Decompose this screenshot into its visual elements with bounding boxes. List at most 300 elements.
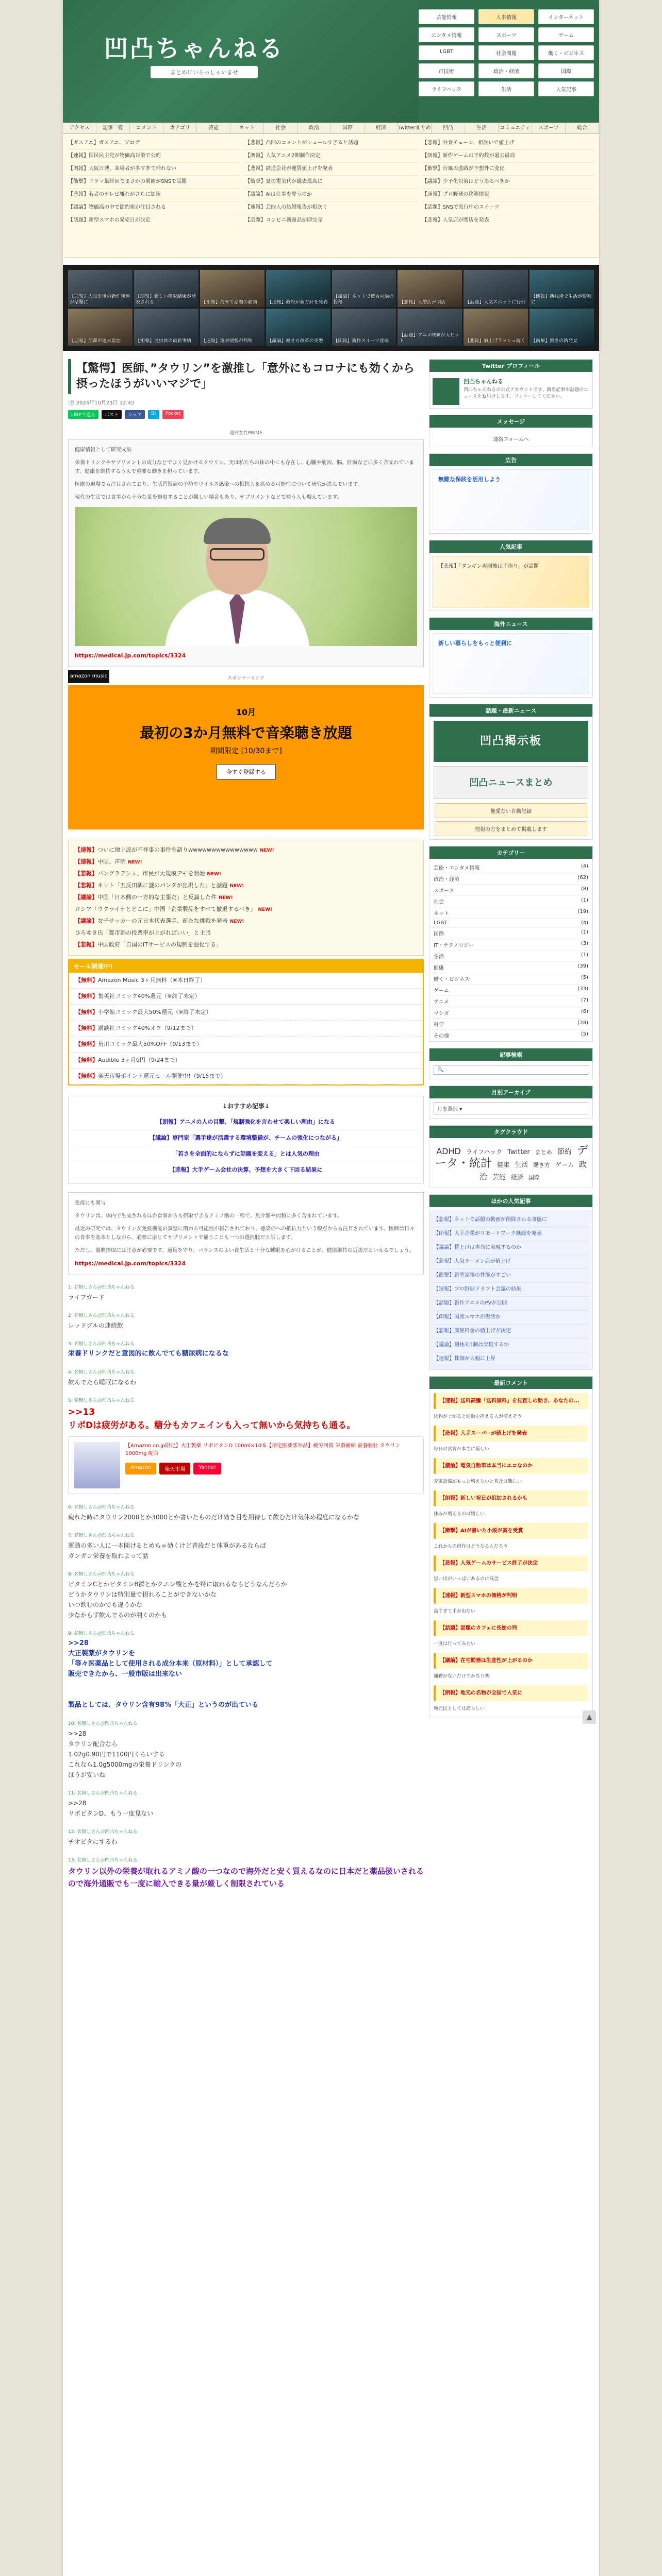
share-line-button[interactable]: LINEで送る (68, 410, 98, 419)
category-count: (4) (581, 920, 588, 926)
comment-item (68, 1828, 424, 1847)
tag-link[interactable]: ゲーム (555, 1161, 574, 1168)
thumbnail-card[interactable] (398, 309, 462, 346)
message-block (429, 415, 593, 447)
sidebar (429, 359, 593, 1899)
top-nav-link[interactable]: 社会 (264, 123, 297, 133)
recommended-link[interactable]: 【悲報】大手ゲーム会社の決算、予想を大きく下回る結果に (74, 1162, 418, 1178)
latest-comment-text: 一度は行ってみたい (434, 1641, 476, 1647)
category-title: カテゴリー (429, 846, 592, 859)
rss-item[interactable]: 【速報】プロ野球ドラフト会議の結果 (434, 1283, 588, 1297)
thumbnail-card[interactable] (200, 309, 264, 346)
thumbnail-caption: 【悲報】渋滞が過去最悪 (70, 338, 121, 344)
header-nav (419, 9, 594, 96)
comment-item (68, 1283, 424, 1302)
news-text: ロシア「ウクライナとどこに」中国「企業製品をすべて撤退するべき」 (75, 906, 256, 912)
sale-item[interactable] (69, 973, 423, 989)
thumbnail-caption: 【衝撃】海外で話題の動画 (201, 300, 257, 305)
category-list (429, 862, 592, 1041)
shop-link-button[interactable]: 楽天市場 (159, 1463, 190, 1475)
site-logo[interactable]: 凹凸ちゃんねる (104, 35, 285, 62)
thumbnail-caption: 【悲報】大型店が閉店 (399, 300, 446, 305)
ad-block-title: 広告 (429, 454, 592, 466)
tag-link[interactable]: 節約 (557, 1148, 572, 1156)
thumbnail-caption: 【朗報】新作スイーツ登場 (333, 338, 389, 344)
thumbnail-card[interactable] (529, 309, 594, 346)
news-list-item[interactable] (75, 916, 417, 927)
latest-comment-title: 【速報】新型スマホの価格が判明 (440, 1593, 517, 1599)
top-link[interactable]: 【話題】SNSで流行中のスイーツ (422, 201, 594, 214)
header-nav-link[interactable]: 生活 (478, 81, 534, 96)
latest-comment-text: 高すぎて手が出ない (434, 1609, 476, 1614)
category-name: LGBT (434, 920, 448, 926)
thumbnail-card[interactable] (68, 270, 133, 307)
news-text: 中国「日本側の一方的な主張だ」と反論した件 (97, 894, 217, 901)
category-link[interactable] (429, 862, 592, 873)
category-count: (8) (581, 886, 588, 892)
sale-tag: 【無料】 (75, 1009, 98, 1015)
rss-item[interactable]: 【朗報】大手企業がリモートワーク継続を発表 (434, 1227, 588, 1241)
top-nav-link[interactable]: 経済 (365, 123, 398, 133)
profile-name[interactable]: 凹凸ちゃんねる (464, 378, 503, 385)
shop-link-button[interactable]: Amazon (125, 1463, 156, 1475)
latest-comment-article[interactable] (434, 1555, 588, 1571)
category-name: その他 (434, 1033, 449, 1039)
top-link-box (63, 134, 599, 258)
header-nav-link[interactable]: 国際 (538, 63, 594, 78)
category-count: (6) (581, 1009, 588, 1014)
news-list-item[interactable] (75, 904, 417, 916)
latest-comment-article[interactable] (434, 1653, 588, 1669)
thumbnail-card[interactable] (332, 309, 396, 346)
category-name: 科学 (434, 1022, 444, 1028)
ad-month: 10月 (236, 707, 256, 717)
sale-text: Amazon Music 3ヶ月無料（※本日終了） (98, 977, 206, 984)
top-nav (63, 123, 599, 134)
comment-body: >>28 タウリン配合なら 1.02g0.90円で1100円くらいする これなら1.0g5000mgの栄養ドリンクの ほうが安いね (68, 1730, 182, 1778)
quoted-paragraph: 栄養ドリンクやサプリメントの成分などでよく見かけるタウリン。実は私たちの体の中にも存在し、心臓や筋肉、脳、肝臓などに多く含まれています。健康を維持するうえで重要な働きを担っています。 (75, 460, 415, 474)
pickup-title: 海外ニュース (429, 618, 592, 630)
category-count: (5) (581, 1031, 588, 1037)
body-paragraph: 免疫にも関与 (75, 1200, 106, 1206)
category-link[interactable] (429, 896, 592, 907)
sale-item[interactable] (69, 989, 423, 1005)
top-link[interactable]: 【衝撃】夏の電気代が過去最高に (245, 176, 417, 189)
bbs-banner[interactable]: 凹凸掲示板 (434, 721, 588, 762)
category-count: (62) (577, 875, 588, 880)
tag-link[interactable]: データ・統計 (435, 1144, 588, 1170)
sale-items (69, 973, 423, 1084)
top-link[interactable]: 【悲報】鉄道会社が運賃値上げを発表 (245, 163, 417, 176)
search-input[interactable]: 🔍 (434, 1065, 588, 1075)
thumbnail-card[interactable] (398, 270, 462, 307)
news-list-item[interactable] (75, 868, 417, 880)
profile-card (429, 375, 592, 408)
recommended-link[interactable]: 【朗報】アニメの人の目撃、「規制強化を言わせて楽しい理由」になる (74, 1114, 418, 1130)
source-link[interactable]: https://medical.jp.com/topics/3324 (75, 652, 186, 659)
link-column-right (422, 137, 594, 254)
sale-text: 講談社コミック40%オフ（9/12まで） (98, 1025, 197, 1031)
category-count: (33) (577, 986, 588, 992)
comment-item (68, 1630, 424, 1710)
category-link[interactable] (429, 1030, 592, 1041)
source-label: 週刊女性PRIME (229, 431, 262, 436)
article-title: 【驚愕】医師、”タウリン”を激推し「意外にもコロナにも効くから摂ったほうがいいマジで」 (68, 359, 424, 394)
header-nav-link[interactable]: LGBT (419, 45, 474, 60)
news-tag: 【議論】 (75, 918, 97, 924)
monthly-archive-block (429, 1086, 593, 1119)
tag-link[interactable]: 健康 (496, 1161, 509, 1168)
latest-comment-article[interactable] (434, 1523, 588, 1539)
top-link[interactable]: 【速報】プロ野球の移籍情報 (422, 189, 594, 201)
comment-list (68, 1283, 424, 1890)
sale-item[interactable] (69, 1053, 423, 1069)
category-name: マンガ (434, 1011, 449, 1016)
category-link[interactable] (429, 1007, 592, 1019)
thumbnail-card[interactable] (134, 309, 198, 346)
profile-description: 凹凸ちゃんねるの公式アカウントです。新着記事や話題のニュースをお届けします。フォローしてください。 (464, 387, 589, 399)
category-link[interactable] (429, 973, 592, 985)
sale-tag: 【無料】 (75, 993, 98, 999)
share-x-button[interactable]: ポスト (102, 410, 122, 419)
sidebar-ad-1-text: 無難な保険を活用しよう (438, 476, 501, 483)
header-nav-link[interactable]: インターネット (538, 9, 594, 24)
latest-comment-article[interactable] (434, 1393, 588, 1409)
comment-header: 4: 名無しさん＠凹凸ちゃんねる (68, 1370, 135, 1375)
category-count: (19) (577, 909, 588, 914)
recommended-title: ↓おすすめ記事↓ (222, 1103, 270, 1110)
main-column (68, 359, 424, 1899)
header-nav-link[interactable]: 働く・ビジネス (538, 45, 594, 60)
thumbnail-caption: 【議論】働き方改革の実態 (267, 338, 323, 344)
header-nav-link[interactable]: 芸能情報 (419, 9, 474, 24)
news-list-item[interactable] (75, 844, 417, 856)
category-link[interactable] (429, 873, 592, 885)
category-name: 働く・ビジネス (434, 977, 470, 982)
category-link[interactable] (429, 951, 592, 962)
news-list-item[interactable] (75, 856, 417, 868)
profile-avatar[interactable] (433, 378, 459, 405)
thumbnail-grid (63, 265, 599, 351)
top-link[interactable]: 【悲報】外食チェーン、相次いで値上げ (422, 137, 594, 150)
rss-item[interactable]: 【悲報】郵便料金の値上げが決定 (434, 1325, 588, 1338)
message-title: メッセージ (429, 415, 592, 428)
body-source-link[interactable]: https://medical.jp.com/topics/3324 (75, 1260, 186, 1267)
header-nav-link[interactable]: 人事情報 (478, 9, 534, 24)
header-nav-link[interactable]: 人気記事 (538, 81, 594, 96)
top-nav-link[interactable]: ネット (230, 123, 264, 133)
scroll-top-button[interactable] (583, 1710, 596, 1724)
top-link[interactable]: 【悲報】凸凹のコメントがシュールすぎると話題 (245, 137, 417, 150)
product-image[interactable] (74, 1442, 120, 1488)
latest-comment-text: 地元民としては誇らしい (434, 1706, 485, 1711)
tag-link[interactable]: ライフハック (466, 1148, 503, 1156)
category-link[interactable] (429, 928, 592, 939)
rss-item[interactable]: 【朗報】国産スマホが復活か (434, 1311, 588, 1325)
rss-item[interactable]: 【速報】株価が大幅に上昇 (434, 1352, 588, 1366)
new-badge: NEW! (229, 884, 244, 889)
popular-item[interactable] (433, 556, 589, 607)
links-block (429, 704, 593, 840)
link-pill[interactable]: 情報の方をまとめて掲載します (435, 821, 587, 836)
recommended-link[interactable]: 「若さを全面的にならずに話題を変える」とは人気の理由 (74, 1146, 418, 1162)
tag-link[interactable]: 働き方 (533, 1162, 550, 1168)
top-link[interactable]: 【議論】物価高の中で節約術が注目される (68, 201, 240, 214)
search-block (429, 1048, 593, 1079)
body-paragraph: ただし、過剰摂取には注意が必要です。適量を守り、バランスのよい食生活と十分な睡眠を心がけることが、健康維持の近道だといえるでしょう。 (75, 1248, 415, 1253)
rss-item[interactable]: 【話題】新作アニメのPVが公開 (434, 1297, 588, 1311)
category-link[interactable] (429, 885, 592, 896)
twitter-profile (429, 359, 593, 409)
doctor-photo (75, 507, 417, 646)
sidebar-ad-2[interactable] (433, 633, 589, 694)
news-tag: 【速報】 (75, 846, 97, 853)
sale-item[interactable] (69, 1005, 423, 1021)
comment-item (68, 1397, 424, 1494)
top-nav-link[interactable]: アクセス (63, 123, 96, 133)
top-link[interactable]: 【速報】芸能人の結婚報告が相次ぐ (245, 201, 417, 214)
sale-item[interactable] (69, 1037, 423, 1053)
shop-link-button[interactable]: Yahoo! (193, 1463, 221, 1475)
thumbnail-caption: 【速報】選挙情勢が判明 (201, 338, 253, 344)
news-list-item[interactable] (75, 880, 417, 892)
ad-register-button[interactable]: 今すぐ登録する (217, 764, 276, 779)
sale-item[interactable] (69, 1021, 423, 1037)
rss-item[interactable]: 【悲報】人気ラーメン店が値上げ (434, 1255, 588, 1269)
top-nav-link[interactable]: カテゴリ (163, 123, 197, 133)
top-link[interactable]: 【朗報】人気アニメ2期制作決定 (245, 150, 417, 163)
thumbnail-card[interactable] (68, 309, 133, 346)
link-pill[interactable]: 他愛ない自動記録 (435, 803, 587, 818)
top-link[interactable]: 【話題】新型スマホの発売日が決定 (68, 214, 240, 227)
top-link[interactable]: 【議論】AIは仕事を奪うのか (245, 189, 417, 201)
comment-body: ビタミンCとかビタミンB群とかクエン酸とかを特に取れるならどうなんだろか どうかタウリンは特別量で摂れることができないかな いつ飲むのかでも違うかな 少なからず飲んでるのが利くのかも (68, 1581, 287, 1619)
profile-text (464, 378, 589, 405)
latest-comment-text: 充電設備がもっと増えないと普及は難しい (434, 1479, 522, 1484)
latest-comment-article[interactable] (434, 1458, 588, 1474)
top-link[interactable]: 【議論】少子化対策はどうあるべきか (422, 176, 594, 189)
top-nav-link[interactable]: 政治 (297, 123, 331, 133)
sale-item[interactable] (69, 1069, 423, 1084)
latest-comment-text: 休みが増えるのは嬉しい (434, 1512, 485, 1517)
category-count: (4) (581, 863, 588, 869)
top-nav-link[interactable]: 記事一覧 (96, 123, 130, 133)
tag-link[interactable]: ADHD (436, 1146, 461, 1156)
quoted-paragraph: 健康情報として研究成果 (75, 447, 131, 453)
rss-item[interactable]: 【悲報】ネットで話題の動画が削除される事態に (434, 1213, 588, 1227)
rss-item[interactable]: 【議論】賃上げは本当に実現するのか (434, 1241, 588, 1255)
twitter-profile-title: Twitter プロフィール (429, 360, 592, 372)
tag-link[interactable]: 芸能 (492, 1174, 506, 1181)
thumbnail-card[interactable] (266, 309, 330, 346)
share-facebook-button[interactable]: シェア (125, 410, 145, 419)
tag-link[interactable]: 生活 (514, 1161, 528, 1169)
latest-comment-article[interactable] (434, 1685, 588, 1701)
link-column-middle (245, 137, 417, 254)
top-nav-link[interactable]: コミュニティ (499, 123, 532, 133)
header-nav-link[interactable]: ライフハック (419, 81, 474, 96)
site-header (63, 0, 599, 123)
news-list-item[interactable] (75, 927, 417, 939)
category-link[interactable] (429, 919, 592, 928)
thumbnail-card[interactable] (200, 270, 264, 307)
amazon-music-logo: amazon music (68, 670, 109, 683)
category-link[interactable] (429, 996, 592, 1007)
top-nav-link[interactable]: 生活 (465, 123, 499, 133)
latest-comment-article[interactable] (434, 1426, 588, 1442)
news-text: ついに地上波が不祥事の事件を語りwwwwwwwwwwwwwww (97, 846, 258, 853)
top-nav-link[interactable]: 総合 (566, 123, 599, 133)
top-link[interactable]: 【悲報】人気店が閉店を発表 (422, 214, 594, 227)
tag-link[interactable]: 経済 (511, 1174, 524, 1181)
search-title: 記事検索 (429, 1048, 592, 1061)
category-name: アニメ (434, 999, 449, 1005)
latest-comment-text: これからの創作はどうなるんだろう (434, 1544, 508, 1549)
new-badge: NEW! (259, 848, 274, 853)
header-nav-link[interactable]: エンタメ情報 (419, 27, 474, 42)
comment-body: タウリン以外の栄養が取れるアミノ酸の一つなので海外だと安く買えるなのに日本だと薬品扱いされるので海外通販でも一度に輸入できる量が厳しく制限されている (68, 1867, 424, 1888)
site-wrapper (63, 0, 599, 2576)
latest-comment-title: 【話題】話題のカフェに長蛇の列 (440, 1625, 517, 1631)
news-list-item[interactable] (75, 892, 417, 904)
thumbnail-card[interactable] (529, 270, 594, 307)
news-tag: 【悲報】 (75, 941, 97, 948)
sale-tag: 【無料】 (75, 977, 98, 984)
header-nav-link[interactable]: IT技術 (419, 63, 474, 78)
product-card[interactable] (68, 1436, 424, 1494)
category-link[interactable] (429, 907, 592, 919)
category-name: ネット (434, 911, 449, 917)
top-nav-link[interactable]: 凹凸 (432, 123, 465, 133)
latest-comment-title: 【速報】送料高騰「送料無料」を見直しの動き、あなたの... (440, 1398, 580, 1404)
share-hatena-button[interactable]: B! (148, 410, 159, 419)
tag-link[interactable]: まとめ (535, 1149, 552, 1156)
latest-comment-article[interactable] (434, 1490, 588, 1506)
sale-text: 角川コミック最大50%OFF（9/13まで） (98, 1041, 203, 1047)
tag-link[interactable]: Twitter (507, 1148, 530, 1156)
latest-comment-title: 【悲報】大手スーパーが値上げを発表 (440, 1431, 527, 1436)
category-count: (28) (577, 1020, 588, 1026)
contact-form-link[interactable]: 連絡フォームへ (493, 437, 529, 443)
category-link[interactable] (429, 939, 592, 951)
product-title[interactable]: 【Amazon.co.jp限定】大正製薬 リポビタンD 100ml×10本【指定医薬部外品】疲労回復 栄養補給 滋養強壮 タウリン1000mg 配合 (125, 1443, 401, 1456)
top-link[interactable]: 【話題】コンビニ新商品が即完売 (245, 214, 417, 227)
quoted-article (68, 439, 424, 667)
category-name: 政治・経済 (434, 877, 459, 883)
news-list-item[interactable] (75, 939, 417, 951)
category-count: (39) (577, 963, 588, 969)
comment-header: 1: 名無しさん＠凹凸ちゃんねる (68, 1285, 135, 1290)
category-name: 社会 (434, 900, 444, 905)
popular-title: 人気記事 (429, 540, 592, 553)
arrow-up-icon: ▲ (586, 1713, 592, 1721)
header-nav-link[interactable]: 社会問題 (478, 45, 534, 60)
sale-text: 楽天市場ポイント還元セール開催中!（9/15まで） (98, 1073, 226, 1079)
news-banner[interactable]: 凹凸ニュースまとめ (434, 766, 588, 799)
site-subtitle: まとめにいらっしゃいませ (151, 66, 258, 78)
rss-title: ほかの人気記事 (429, 1195, 592, 1207)
new-badge: NEW! (229, 919, 244, 924)
latest-comment-title: 【朗報】新しい祝日が追加されるかも (440, 1496, 527, 1501)
comment-body: >>28 リポビタンD、もう一度見ない (68, 1800, 154, 1817)
rss-item[interactable]: 【議論】週休3日制は実現するか (434, 1338, 588, 1352)
top-link[interactable]: 【速報】国民民主党が物価高対策で公約 (68, 150, 240, 163)
quoted-paragraph: 医療の現場でも注目されており、生活習慣病の予防やウイルス感染への抵抗力を高める可能性について研究が進んでいます。 (75, 482, 363, 487)
top-nav-link[interactable]: スポーツ (532, 123, 566, 133)
thumbnail-caption: 【議論】ネットで賛否両論の投稿 (333, 294, 394, 305)
rss-item[interactable]: 【衝撃】新型家電の性能がすごい (434, 1269, 588, 1283)
top-link[interactable]: 【衝撃】台風の進路が予想外に変化 (422, 163, 594, 176)
share-pocket-button[interactable]: Pocket (162, 410, 184, 419)
comment-body: チオビタにするわ (68, 1838, 118, 1845)
category-name: 生活 (434, 954, 444, 960)
thumbnail-card[interactable] (464, 270, 528, 307)
ad-subline: 期間限定 [10/30まで] (210, 747, 282, 755)
category-link[interactable] (429, 985, 592, 996)
latest-comments-block (429, 1376, 593, 1718)
header-nav-link[interactable]: ゲーム (538, 27, 594, 42)
top-link[interactable]: 【朗報】新作ゲームの予約数が過去最高 (422, 150, 594, 163)
tag-link[interactable]: 政治 (479, 1160, 587, 1181)
share-buttons (68, 410, 424, 419)
top-nav-link[interactable]: Twitterまとめ (398, 123, 432, 133)
sale-tag: 【無料】 (75, 1057, 98, 1063)
article-body-box (68, 1192, 424, 1275)
sale-tag: 【無料】 (75, 1025, 98, 1031)
category-count: (5) (581, 975, 588, 980)
news-tag: 【速報】 (75, 858, 97, 865)
top-link[interactable]: 【衝撃】ドラマ最終回でまさかの展開がSNSで話題 (68, 176, 240, 189)
tag-link[interactable]: 国際 (528, 1174, 540, 1181)
news-text: バングラデシュ、市民が大規模デモを開始 (97, 870, 205, 877)
category-link[interactable] (429, 962, 592, 973)
comment-body: 飲んでたら睡眠になるわ (68, 1379, 137, 1386)
top-link[interactable]: 【悲報】若者のテレビ離れがさらに加速 (68, 189, 240, 201)
sidebar-ad-1[interactable] (433, 469, 589, 530)
monthly-archive-select[interactable] (434, 1103, 588, 1114)
recommended-link[interactable]: 【議論】専門家「選手達が活躍する環境整備が、チームの強化につながる」 (74, 1130, 418, 1146)
recommended-articles (68, 1096, 424, 1184)
thumbnail-card[interactable] (332, 270, 396, 307)
latest-comment-article[interactable] (434, 1620, 588, 1636)
new-badge: NEW! (128, 860, 142, 865)
header-nav-link[interactable]: 政治・経済 (478, 63, 534, 78)
category-name: IT・テクノロジー (434, 943, 474, 948)
thumbnail-card[interactable] (464, 309, 528, 346)
chevron-down-icon: ▾ (459, 1107, 462, 1112)
thumbnail-caption: 【衝撃】驚きの新発見 (531, 338, 578, 344)
category-name: 健康 (434, 965, 444, 971)
popular-block (429, 540, 593, 611)
comment-header: 8: 名無しさん＠凹凸ちゃんねる (68, 1572, 135, 1577)
latest-comment-title: 【議論】電気自動車は本当にエコなのか (440, 1463, 533, 1469)
latest-comment-article[interactable] (434, 1588, 588, 1604)
top-nav-link[interactable]: コメント (130, 123, 163, 133)
top-link[interactable]: 【ガスアニ】ガスアニ、ブログ (68, 137, 240, 150)
thumbnail-card[interactable] (134, 270, 198, 307)
top-link[interactable]: 【朗報】大阪万博、来場者が多すぎて帰れない (68, 163, 240, 176)
header-nav-link[interactable]: スポーツ (478, 27, 534, 42)
latest-comments-title: 最新コメント (429, 1377, 592, 1389)
sale-text: 小学館コミック最大50%還元（※終了未定） (98, 1009, 212, 1015)
comment-header: 10: 名無しさん＠凹凸ちゃんねる (68, 1721, 138, 1726)
category-link[interactable] (429, 1019, 592, 1030)
comment-header: 5: 名無しさん＠凹凸ちゃんねる (68, 1398, 135, 1403)
category-count: (1) (581, 929, 588, 935)
top-nav-link[interactable]: 国際 (331, 123, 365, 133)
thumbnail-card[interactable] (266, 270, 330, 307)
top-nav-link[interactable]: 芸能 (197, 123, 230, 133)
